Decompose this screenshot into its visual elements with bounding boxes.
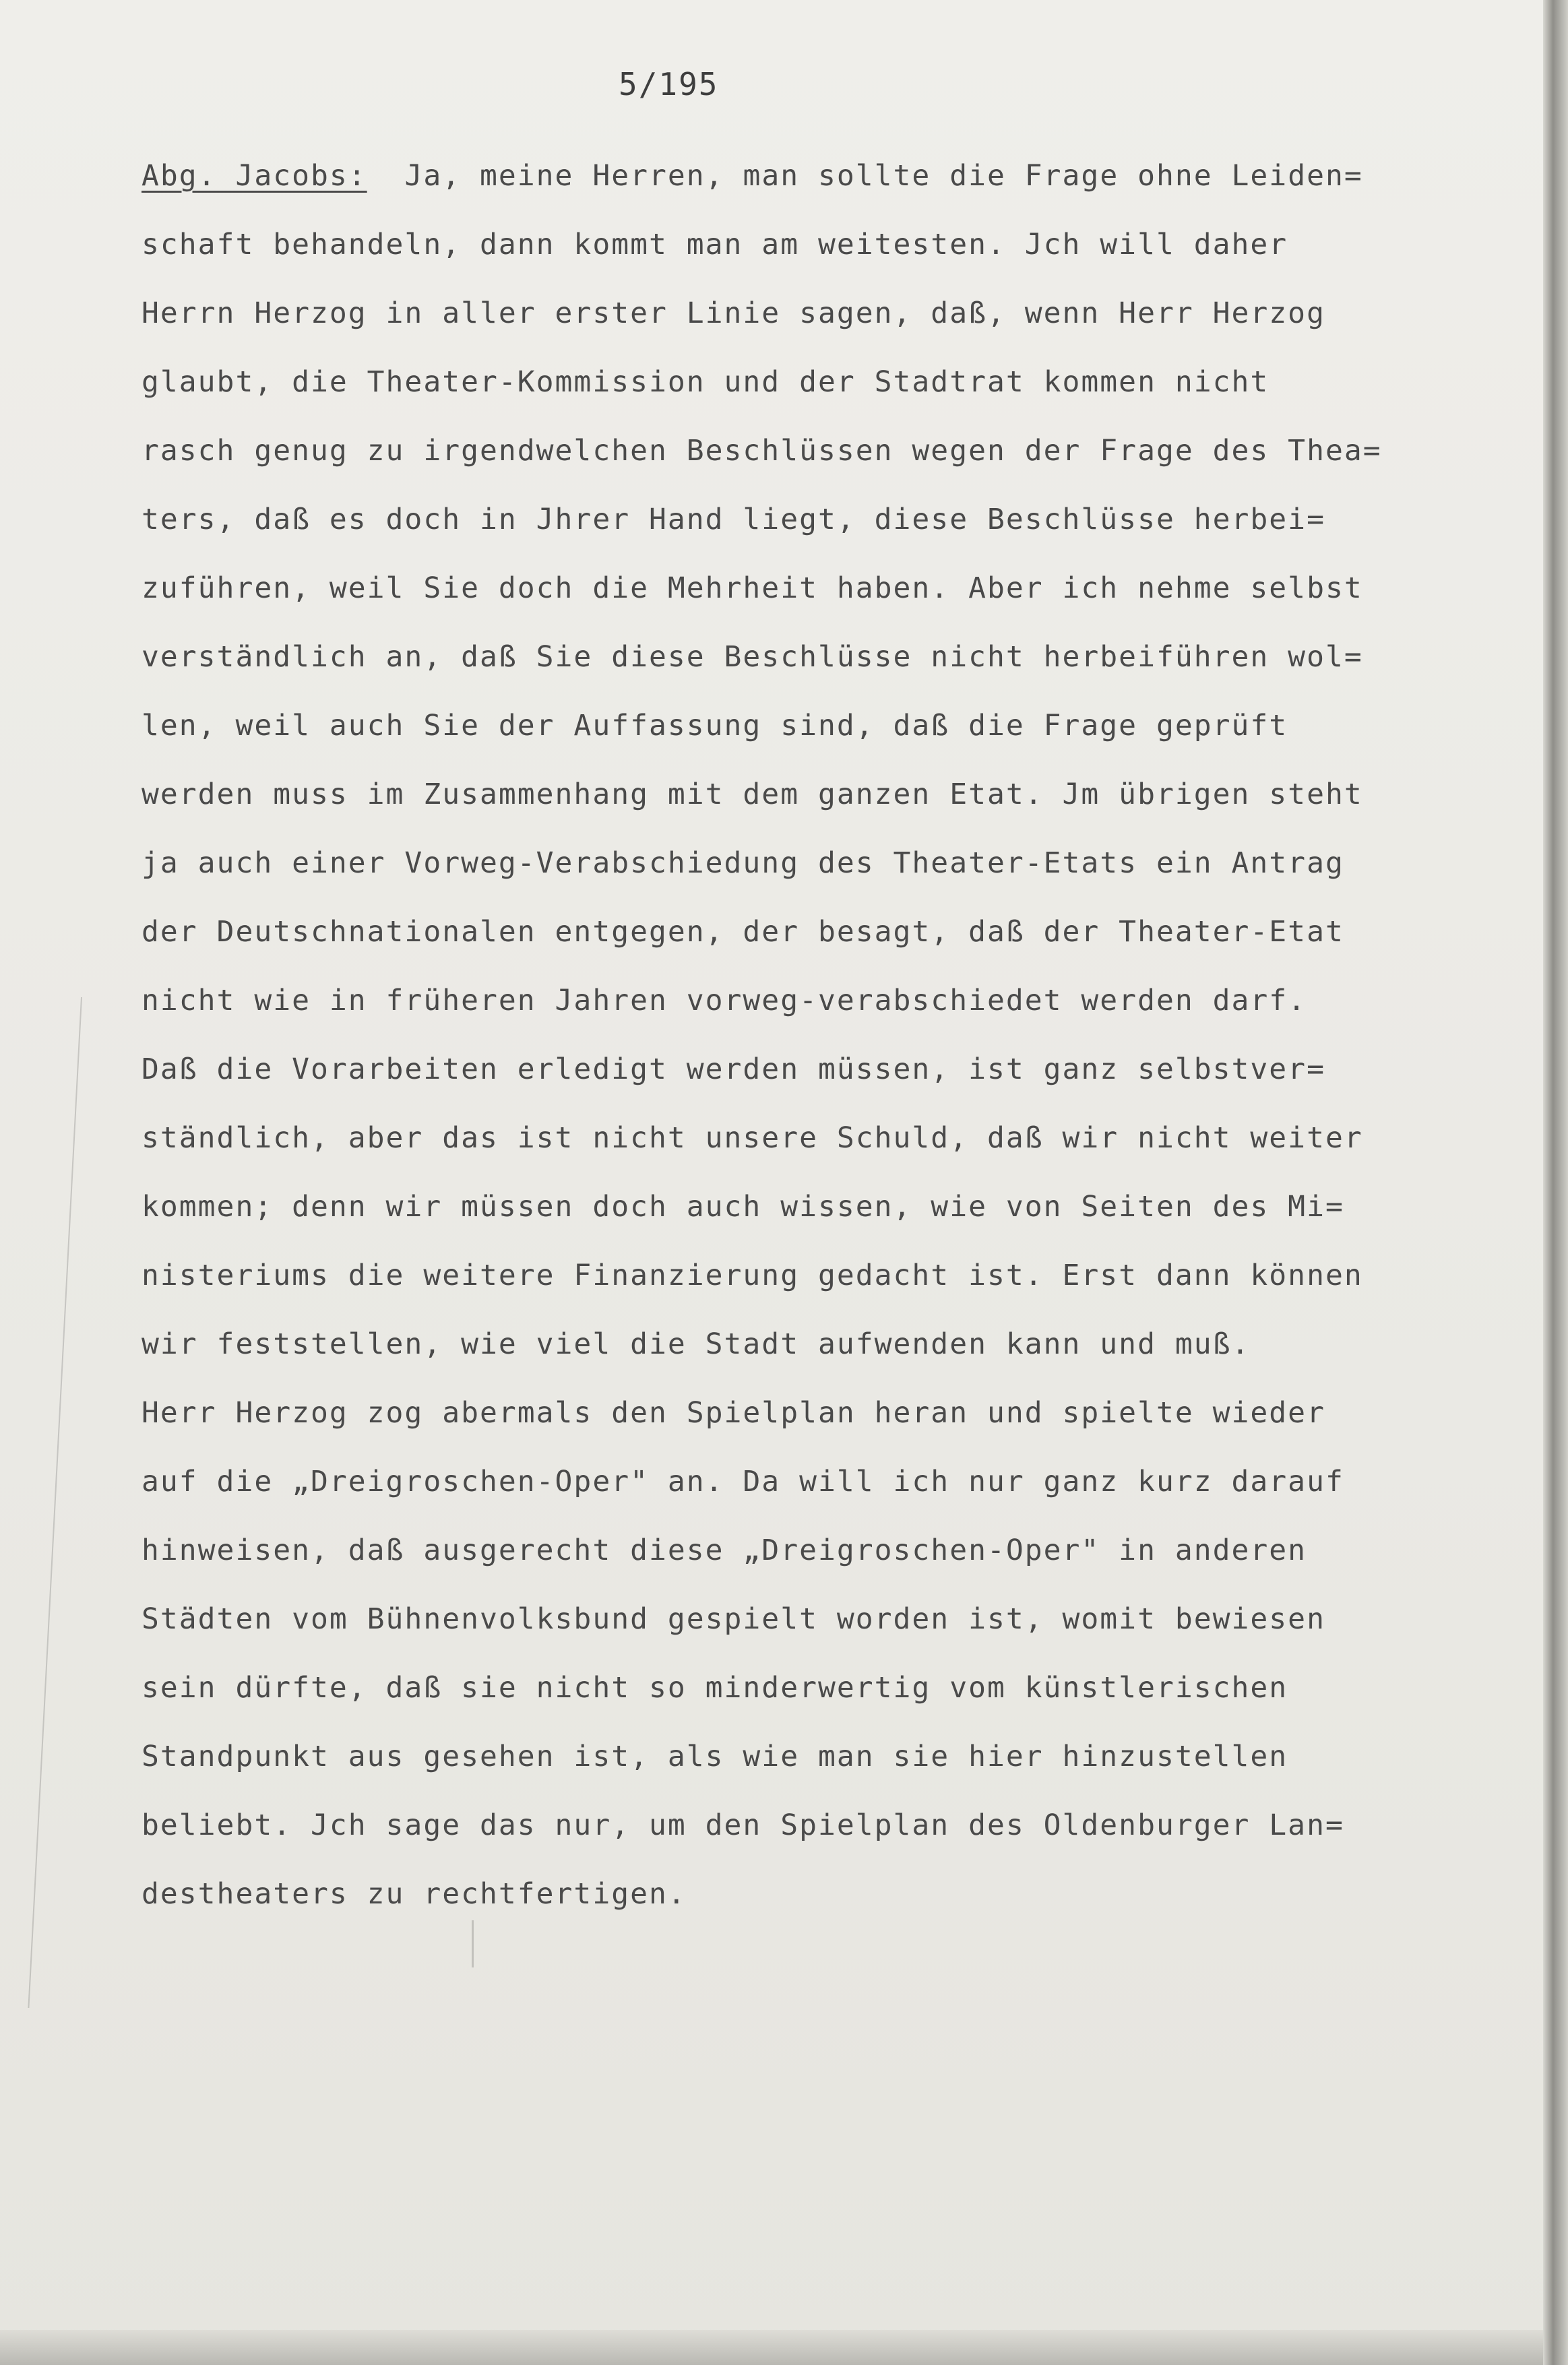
- text-line-10: werden muss im Zusammenhang mit dem ganzen Etat. Jm übrigen steht: [142, 778, 1363, 811]
- text-line-16: kommen; denn wir müssen doch auch wissen, wie von Seiten des Mi=: [142, 1190, 1344, 1224]
- text-line-4: glaubt, die Theater-Kommission und der Stadtrat kommen nicht: [142, 365, 1269, 399]
- text-line-19: Herr Herzog zog abermals den Spielplan heran und spielte wieder: [142, 1396, 1325, 1430]
- text-line-20: auf die „Dreigroschen-Oper" an. Da will ich nur ganz kurz darauf: [142, 1465, 1344, 1499]
- text-line-18: wir feststellen, wie viel die Stadt aufwenden kann und muß.: [142, 1327, 1251, 1361]
- text-line-22: Städten vom Bühnenvolksbund gespielt worden ist, womit bewiesen: [142, 1602, 1325, 1636]
- text-line-13: nicht wie in früheren Jahren vorweg-verabschiedet werden darf.: [142, 984, 1307, 1017]
- text-line-21: hinweisen, daß ausgerecht diese „Dreigroschen-Oper" in anderen: [142, 1534, 1307, 1567]
- text-line-17: nisteriums die weitere Finanzierung gedacht ist. Erst dann können: [142, 1259, 1363, 1292]
- page-number: 5/195: [619, 66, 719, 102]
- text-line-2: schaft behandeln, dann kommt man am weitesten. Jch will daher: [142, 228, 1288, 261]
- text-line-9: len, weil auch Sie der Auffassung sind, daß die Frage geprüft: [142, 709, 1288, 743]
- text-line-23: sein dürfte, daß sie nicht so minderwertig vom künstlerischen: [142, 1671, 1288, 1705]
- text-line-6: ters, daß es doch in Jhrer Hand liegt, diese Beschlüsse herbei=: [142, 503, 1325, 536]
- text-line-7: zuführen, weil Sie doch die Mehrheit haben. Aber ich nehme selbst: [142, 571, 1363, 605]
- text-line-15: ständlich, aber das ist nicht unsere Schuld, daß wir nicht weiter: [142, 1121, 1363, 1155]
- transcript-body: [142, 141, 1530, 1928]
- text-line-5: rasch genug zu irgendwelchen Beschlüssen wegen der Frage des Thea=: [142, 434, 1382, 468]
- text-line-12: der Deutschnationalen entgegen, der besagt, daß der Theater-Etat: [142, 915, 1344, 949]
- text-line-24: Standpunkt aus gesehen ist, als wie man sie hier hinzustellen: [142, 1740, 1288, 1773]
- text-line-1-content: Ja, meine Herren, man sollte die Frage ohne Leiden=: [404, 159, 1363, 193]
- text-line-8: verständlich an, daß Sie diese Beschlüsse nicht herbeiführen wol=: [142, 640, 1363, 674]
- text-line-14: Daß die Vorarbeiten erledigt werden müssen, ist ganz selbstver=: [142, 1052, 1325, 1086]
- text-line-11: ja auch einer Vorweg-Verabschiedung des Theater-Etats ein Antrag: [142, 846, 1344, 880]
- text-line-26: destheaters zu rechtfertigen.: [142, 1877, 687, 1911]
- page-bottom-edge: [0, 2330, 1543, 2365]
- text-line-25: beliebt. Jch sage das nur, um den Spielplan des Oldenburger Lan=: [142, 1808, 1344, 1842]
- text-line-1: [142, 141, 1530, 210]
- speaker-label: Abg. Jacobs:: [142, 159, 367, 193]
- page-fold-shadow: [0, 997, 82, 2008]
- page-right-edge: [1543, 0, 1568, 2365]
- text-line-3: Herrn Herzog in aller erster Linie sagen, daß, wenn Herr Herzog: [142, 296, 1325, 330]
- pencil-mark: [472, 1920, 501, 1967]
